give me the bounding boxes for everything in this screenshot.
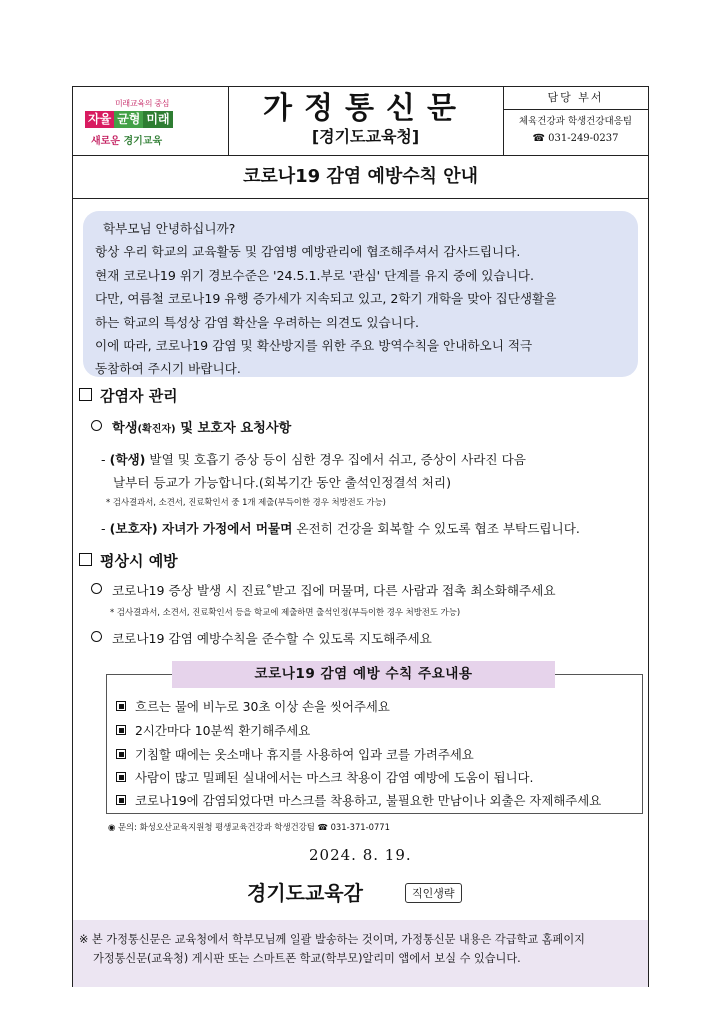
guardian-tag: (보호자) 자녀가 가정에서 머물며 (109, 521, 293, 536)
subhead-student: 학생 (112, 421, 138, 436)
rule-text: 기침할 때에는 옷소매나 휴지를 사용하여 입과 코를 가려주세요 (135, 747, 474, 762)
rule-item (116, 791, 601, 809)
greeting-line: 동참하여 주시기 바랍니다. (95, 361, 241, 377)
circle-bullet-icon (91, 583, 102, 594)
empty-square-icon (79, 388, 92, 401)
circle-bullet-icon (91, 631, 102, 642)
logo-slogan-edu: 경기교육 (123, 136, 163, 147)
notice-document (72, 86, 649, 987)
rule-item (116, 697, 390, 715)
subhead-student-guardian (91, 417, 291, 436)
rule-text: 사람이 많고 밀폐된 실내에서는 마스크 착용이 감염 예방에 도움이 됩니다. (135, 770, 534, 785)
section-daily-prevention (79, 550, 178, 571)
subhead-confirmed: (확진자) (137, 424, 176, 435)
gyeonggi-education-logo (73, 87, 229, 155)
footer-notice (73, 920, 648, 987)
empty-square-icon (79, 553, 92, 566)
logo-slogan-new: 새로운 (91, 136, 120, 147)
prevention-item (91, 628, 432, 647)
rules-title: 코로나19 감염 예방 수칙 주요내용 (172, 661, 555, 688)
section-title: 감염자 관리 (100, 387, 178, 405)
student-guideline (101, 449, 526, 468)
student-note: * 검사결과서, 소견서, 진료확인서 중 1개 제출(부득이한 경우 처방전도 가능) (106, 497, 386, 507)
title-cell (228, 87, 504, 155)
student-text: 발열 및 호흡기 증상 등이 심한 경우 집에서 쉬고, 증상이 사라진 다음 (145, 452, 526, 467)
greeting-line: 하는 학교의 특성상 감염 확산을 우려하는 의견도 있습니다. (95, 314, 419, 330)
inquiry-contact: ◉ 문의: 화성오산교육지원청 평생교육건강과 학생건강팀 ☎ 031-371-0771 (108, 822, 390, 832)
greeting-line: 현재 코로나19 위기 경보수준은 '24.5.1.부로 '관심' 단계를 유지 중에 있습니다. (95, 267, 534, 283)
section-title: 평상시 예방 (100, 552, 178, 570)
rule-item (116, 768, 533, 786)
notice-line: ※ 본 가정통신문은 교육청에서 학부모님께 일괄 발송하는 것이며, 가정통신문 내용은 각급학교 홈페이지 (79, 933, 585, 946)
prevention-note: * 검사결과서, 소견서, 진료확인서 등을 학교에 제출하면 출석인정(부득이한 경우 처방전도 가능) (110, 607, 461, 617)
document-header (73, 87, 648, 156)
department-phone: ☎ 031-249-0237 (532, 133, 619, 144)
filled-square-icon (116, 795, 126, 805)
notice-line: 가정통신문(교육청) 게시판 또는 스마트폰 학교(학부모)알리미 앱에서 보실 수 있습니다. (93, 952, 521, 965)
greeting-box (83, 211, 638, 377)
signer-name: 경기도교육감 (247, 881, 363, 905)
document-title: 가정통신문 (263, 91, 468, 126)
issuer-name: [경기도교육청] (311, 127, 420, 146)
circle-bullet-icon (91, 420, 102, 431)
dash: - (101, 521, 110, 536)
guardian-guideline (101, 518, 580, 537)
logo-badge-future: 미래 (143, 111, 172, 128)
document-subject: 코로나19 감염 예방수칙 안내 (73, 155, 648, 199)
subhead-rest: 및 보호자 요청사항 (175, 421, 292, 436)
student-tag: (학생) (109, 452, 146, 467)
filled-square-icon (116, 725, 126, 735)
rule-item (116, 745, 474, 763)
logo-badge-autonomy: 자율 (85, 111, 114, 128)
logo-badges (85, 111, 173, 128)
greeting-line: 다만, 여름철 코로나19 유행 증가세가 지속되고 있고, 2학기 개학을 맞아 집단생활을 (95, 291, 557, 307)
greeting-line: 이에 따라, 코로나19 감염 및 확산방지를 위한 주요 방역수칙을 안내하오니 적극 (95, 338, 533, 354)
guardian-text: 온전히 건강을 회복할 수 있도록 협조 부탁드립니다. (292, 521, 580, 536)
greeting-line: 항상 우리 학교의 교육활동 및 감염병 예방관리에 협조해주셔서 감사드립니다. (95, 244, 521, 260)
prevention-text: 코로나19 증상 발생 시 진료˚받고 집에 머물며, 다른 사람과 접촉 최소화해주세요 (112, 583, 556, 598)
issue-date: 2024. 8. 19. (309, 846, 412, 864)
rule-text: 2시간마다 10분씩 환기해주세요 (135, 723, 311, 738)
official-seal: 직인생략 (405, 883, 462, 903)
department-cell (503, 87, 648, 155)
student-guideline-cont: 날부터 등교가 가능합니다.(회복기간 동안 출석인정결석 처리) (113, 475, 451, 490)
logo-badge-balance: 균형 (114, 111, 143, 128)
rule-text: 코로나19에 감염되었다면 마스크를 착용하고, 불필요한 만남이나 외출은 자제해주세요 (135, 793, 602, 808)
prevention-text: 코로나19 감염 예방수칙을 준수할 수 있도록 지도해주세요 (112, 631, 432, 646)
logo-tagline: 미래교육의 중심 (115, 99, 170, 108)
department-name: 체육건강과 학생건강대응팀 (518, 116, 633, 127)
rule-text: 흐르는 물에 비누로 30초 이상 손을 씻어주세요 (135, 699, 390, 714)
prevention-item (91, 580, 556, 599)
filled-square-icon (116, 749, 126, 759)
greeting-line: 학부모님 안녕하십니까? (103, 221, 236, 236)
logo-slogan (91, 132, 162, 147)
filled-square-icon (116, 772, 126, 782)
dash: - (101, 452, 110, 467)
department-label: 담당 부서 (503, 87, 648, 110)
rule-item (116, 721, 310, 739)
filled-square-icon (116, 701, 126, 711)
section-infected-management (79, 385, 178, 406)
